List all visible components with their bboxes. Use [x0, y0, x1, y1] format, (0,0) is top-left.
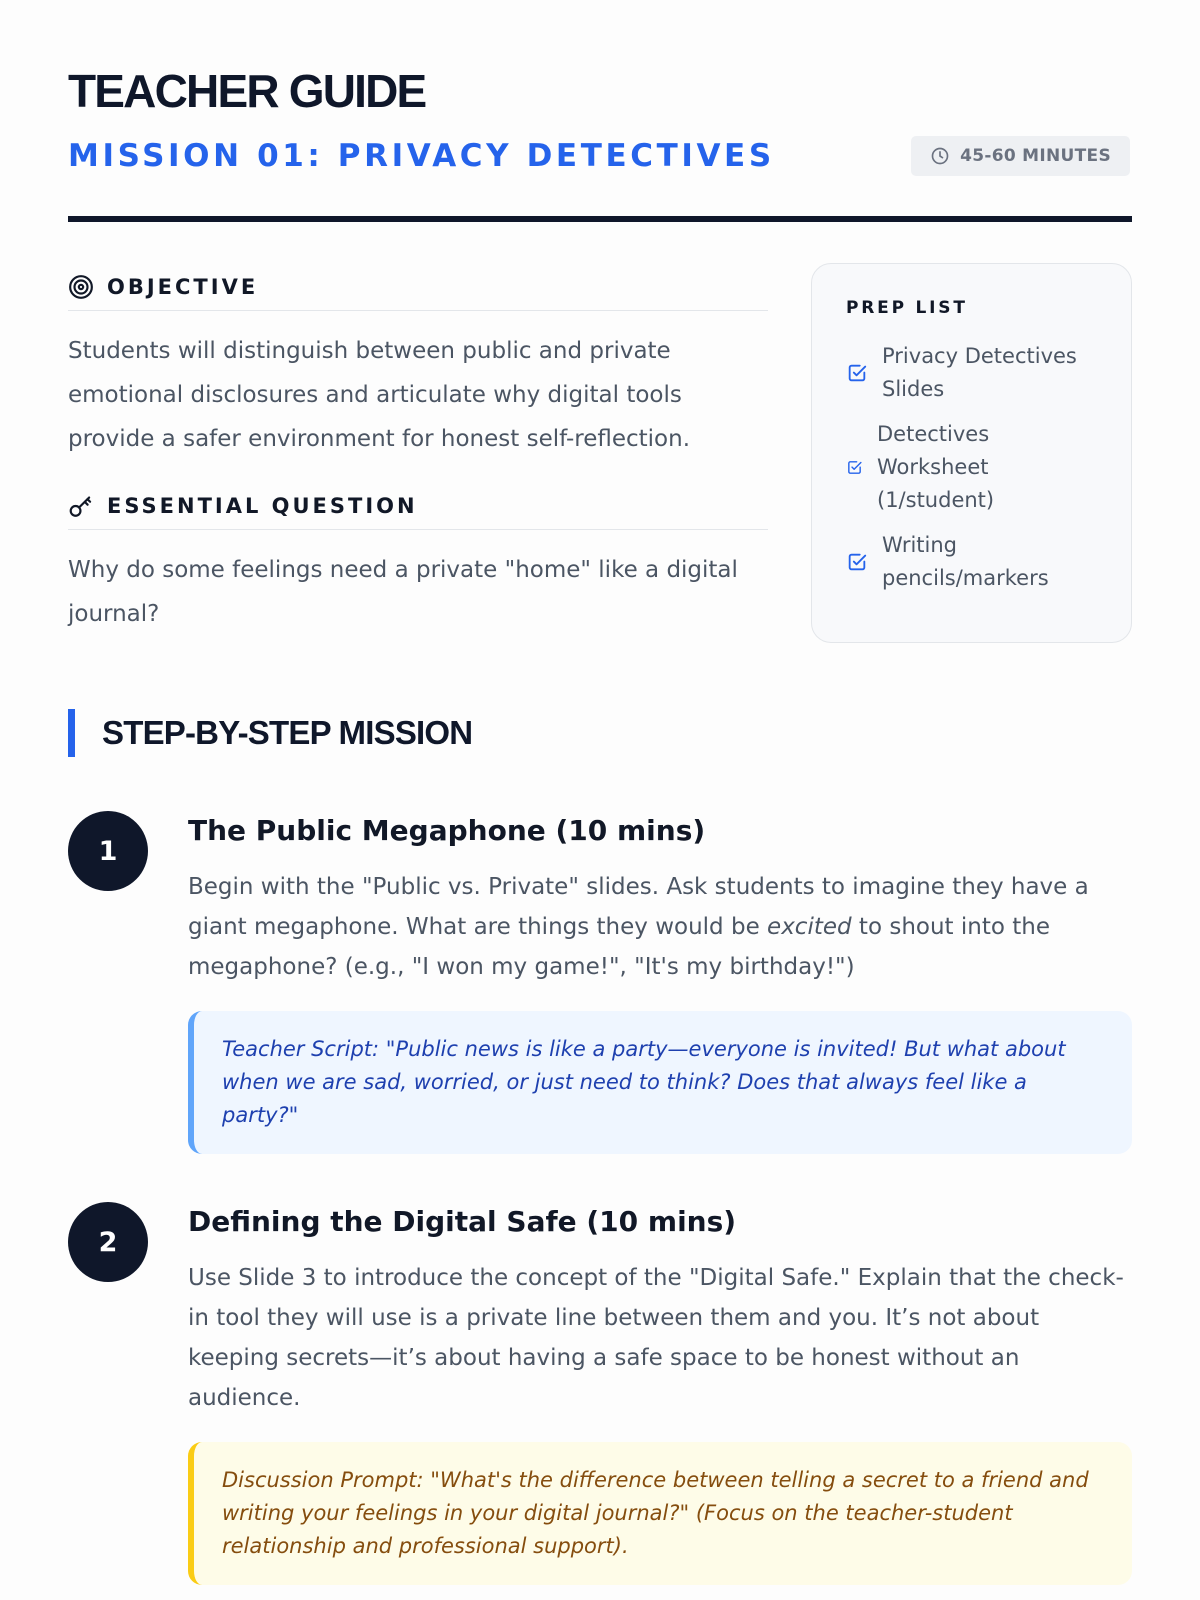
- step-number-badge: 2: [68, 1202, 148, 1282]
- essential-question-block: [68, 493, 768, 636]
- step-description-text: to shout into the megaphone? (e.g., "I won my game!", "It's my birthday!"): [188, 914, 1050, 981]
- overview-left-column: [68, 274, 768, 643]
- objective-block: [68, 274, 768, 461]
- step-title: The Public Megaphone (10 mins): [188, 814, 706, 847]
- key-icon: [68, 493, 94, 519]
- step-2: [68, 1206, 1132, 1585]
- essential-question-heading: [68, 493, 768, 530]
- prep-list-item-label: Writing pencils/markers: [882, 533, 1049, 590]
- step-body: [188, 1206, 1132, 1585]
- step-number-badge: 1: [68, 811, 148, 891]
- objective-heading-label: OBJECTIVE: [107, 275, 259, 299]
- target-icon: [68, 274, 94, 300]
- mission-title: MISSION 01: PRIVACY DETECTIVES: [68, 137, 775, 174]
- prep-list-item: [846, 529, 1101, 595]
- clock-icon: [930, 146, 950, 166]
- header-divider: [68, 216, 1132, 222]
- step-1: [68, 815, 1132, 1154]
- step-description-emphasis: excited: [767, 914, 852, 941]
- steps-section-heading: STEP-BY-STEP MISSION: [68, 709, 1132, 757]
- objective-text: Students will distinguish between public and private emotional disclosures and articulate why digital tools provide a safer environment for honest self-reflection.: [68, 338, 691, 452]
- prep-list-item: [846, 340, 1101, 406]
- step-description: [188, 867, 1132, 987]
- prep-list-item: [846, 418, 1101, 517]
- essential-question-text: Why do some feelings need a private "home" like a digital journal?: [68, 557, 738, 627]
- checkbox-checked-icon: [846, 551, 868, 573]
- subtitle-row: [68, 136, 1132, 176]
- prep-list-item-label: Privacy Detectives Slides: [882, 344, 1077, 401]
- prep-list-item-label: Detectives Worksheet (1/student): [877, 422, 995, 512]
- checkbox-checked-icon: [846, 459, 863, 476]
- prep-list: [846, 340, 1101, 595]
- duration-label: 45-60 MINUTES: [960, 146, 1111, 166]
- page-title: TEACHER GUIDE: [68, 65, 426, 117]
- prep-list-title: PREP LIST: [846, 298, 968, 318]
- essential-question-heading-label: ESSENTIAL QUESTION: [107, 494, 418, 518]
- step-description: Use Slide 3 to introduce the concept of the "Digital Safe." Explain that the check-in tool they will use is a private line between them and you. It’s not about keeping secrets—it’s about having a safe space to be honest without an audience.: [188, 1265, 1124, 1412]
- overview-section: [68, 274, 1132, 643]
- checkbox-checked-icon: [846, 362, 868, 384]
- step-body: [188, 815, 1132, 1154]
- prep-list-card: [811, 263, 1132, 643]
- objective-heading: [68, 274, 768, 311]
- duration-badge: [911, 136, 1130, 176]
- discussion-prompt-callout: Discussion Prompt: "What's the difference between telling a secret to a friend and writing your feelings in your digital journal?" (Focus on the teacher-student relationship and professional support).: [188, 1442, 1132, 1585]
- step-description-text: Begin with the "Public vs. Private" slides. Ask students to imagine they have a giant megaphone. What are things they would be: [188, 874, 1089, 941]
- step-title: Defining the Digital Safe (10 mins): [188, 1205, 737, 1239]
- teacher-script-callout: Teacher Script: "Public news is like a party—everyone is invited! But what about when we are sad, worried, or just need to think? Does that always feel like a party?": [188, 1011, 1132, 1154]
